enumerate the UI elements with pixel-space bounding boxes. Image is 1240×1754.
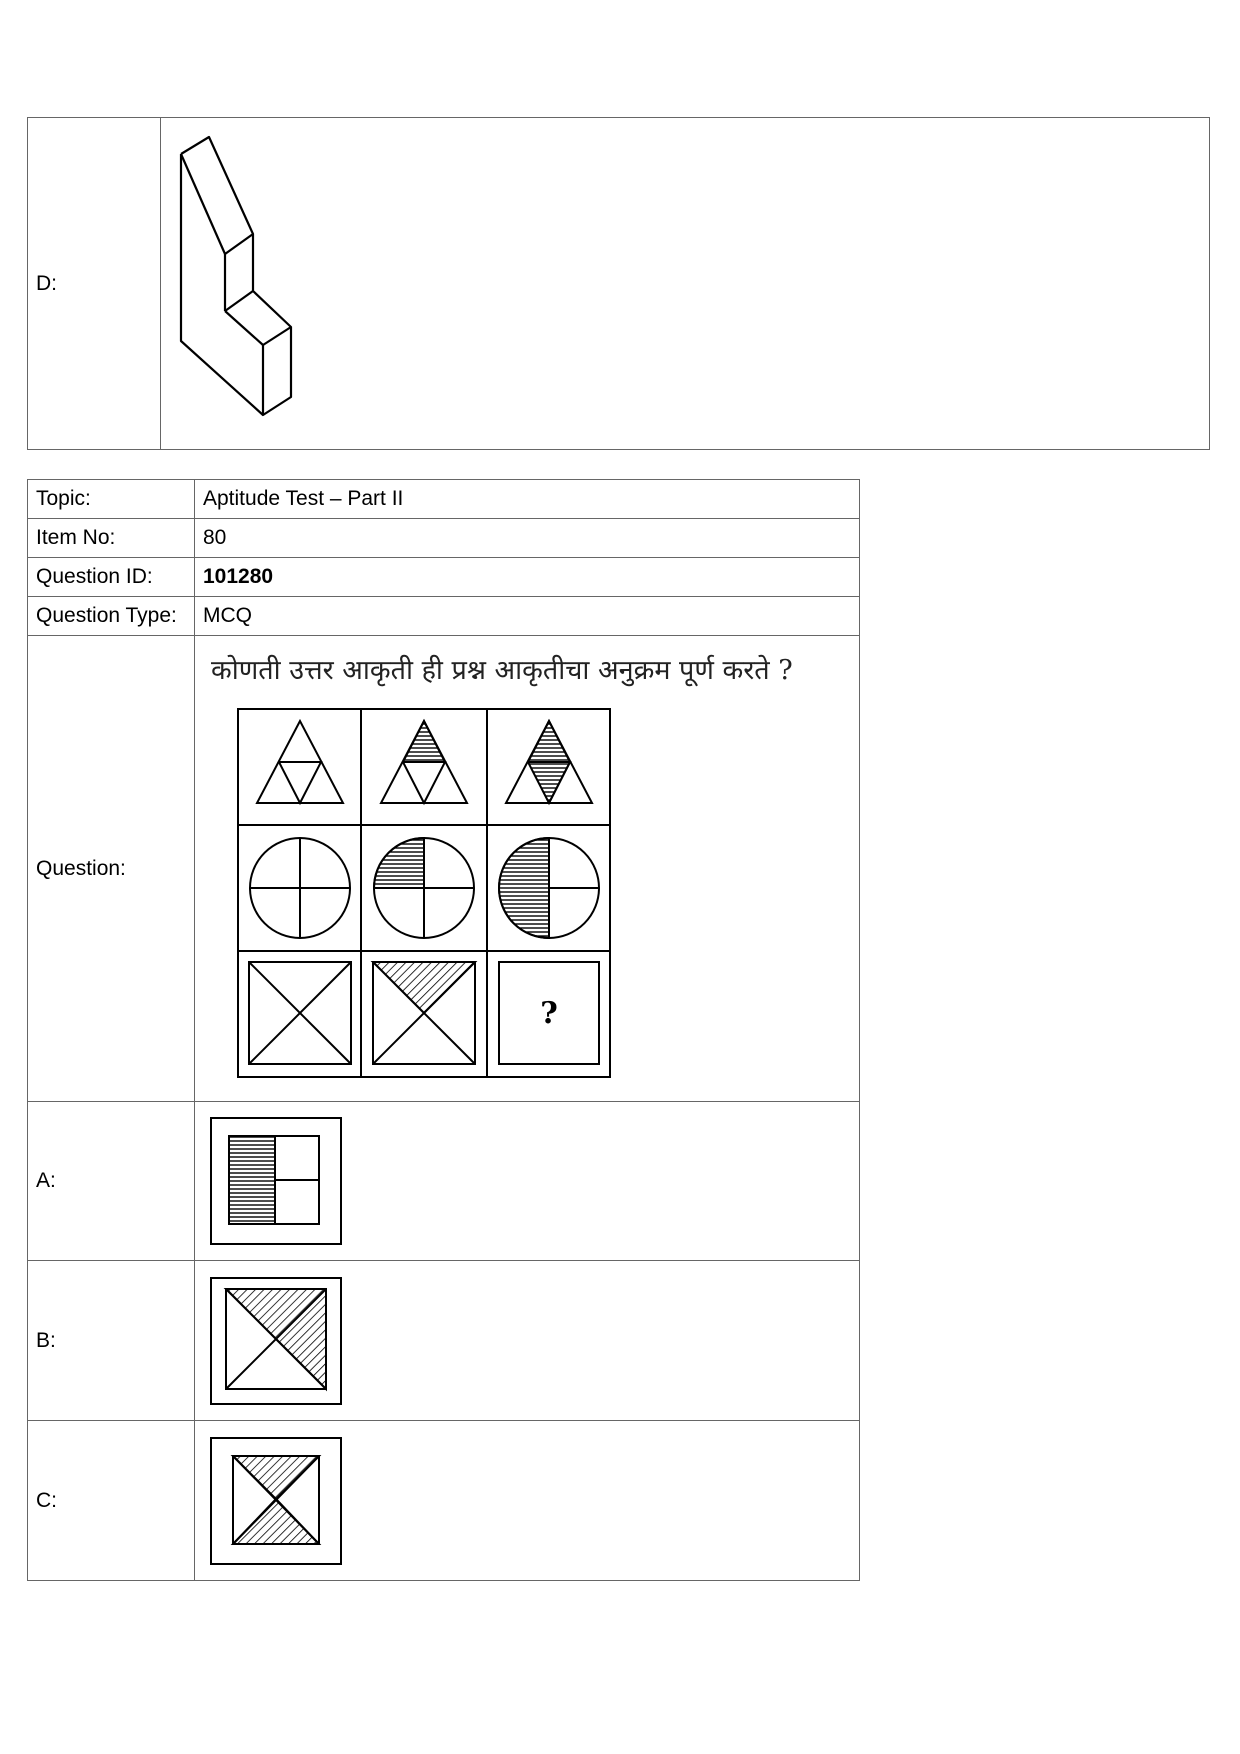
- question-content: [195, 636, 860, 1102]
- option-d-figure: [161, 119, 311, 449]
- square-x-figure-1: [249, 962, 351, 1064]
- option-c-figure: [209, 1436, 343, 1566]
- question-type-value: MCQ: [195, 597, 860, 636]
- option-d-label: D:: [28, 118, 161, 450]
- question-type-label: Question Type:: [28, 597, 195, 636]
- circle-figure-2: [374, 838, 474, 938]
- option-b-label: B:: [28, 1261, 195, 1421]
- missing-question-mark: ?: [540, 995, 558, 1031]
- question-details-table: [27, 479, 860, 1581]
- option-d-table: [27, 117, 1210, 450]
- topic-label: Topic:: [28, 480, 195, 519]
- option-a-label: A:: [28, 1102, 195, 1261]
- topic-value: Aptitude Test – Part II: [195, 480, 860, 519]
- circle-figure-1: [250, 838, 350, 938]
- question-text: कोणती उत्तर आकृती ही प्रश्न आकृतीचा अनुक्रम पूर्ण करते ?: [211, 654, 793, 686]
- option-a-cell: [195, 1102, 860, 1261]
- item-no-value: 80: [195, 519, 860, 558]
- triangle-figure-1: [257, 721, 343, 803]
- option-c-cell: [195, 1421, 860, 1581]
- triangle-figure-3: [506, 721, 592, 803]
- option-b-cell: [195, 1261, 860, 1421]
- triangle-figure-2: [381, 721, 467, 803]
- question-id-value: 101280: [195, 558, 860, 597]
- option-a-figure: [209, 1116, 343, 1246]
- question-label: Question:: [28, 636, 195, 1102]
- option-c-label: C:: [28, 1421, 195, 1581]
- option-b-figure: [209, 1276, 343, 1406]
- question-figure-grid: [211, 707, 611, 1097]
- option-d-figure-cell: [161, 118, 1210, 450]
- square-x-figure-2: [373, 962, 475, 1064]
- circle-figure-3: [499, 838, 599, 938]
- item-no-label: Item No:: [28, 519, 195, 558]
- question-id-label: Question ID:: [28, 558, 195, 597]
